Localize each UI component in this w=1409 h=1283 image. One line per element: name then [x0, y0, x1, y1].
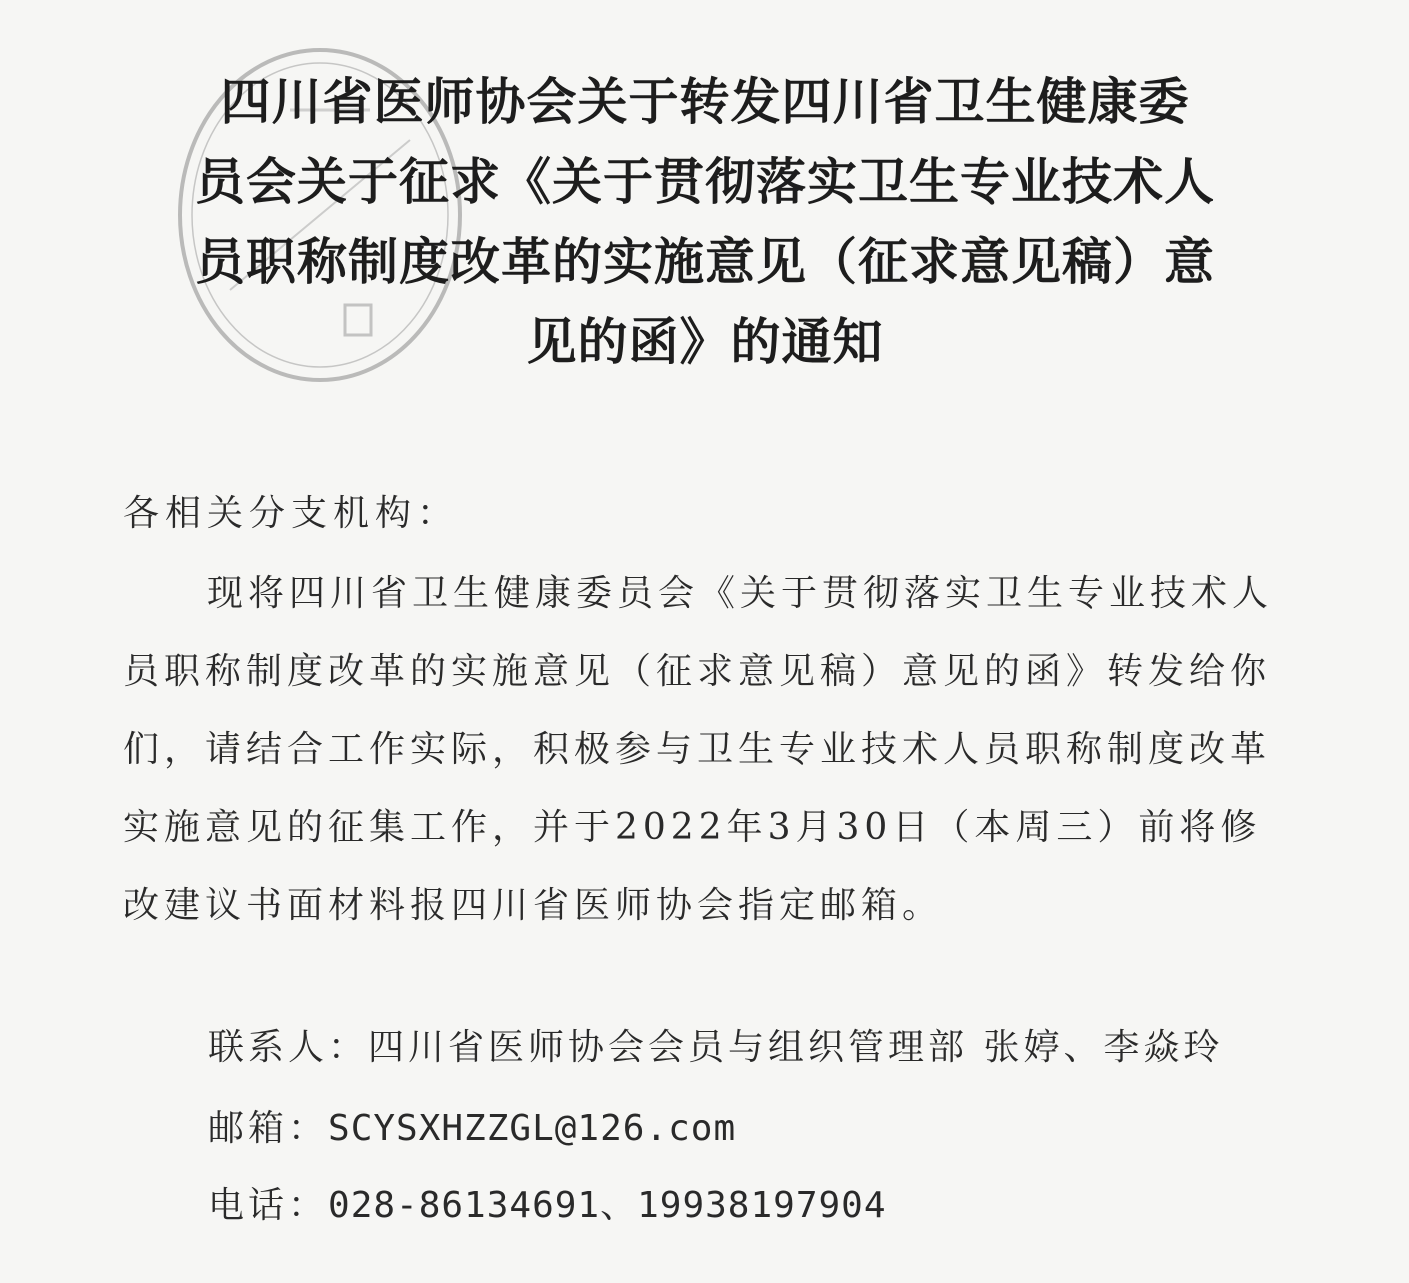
- title-line: 四川省医师协会关于转发四川省卫生健康委: [220, 73, 1190, 131]
- title-line: 见的函》的通知: [526, 313, 884, 371]
- contact-email-value: SCYSXHZZGL@126.com: [328, 1108, 737, 1149]
- contact-person-value: 四川省医师协会会员与组织管理部 张婷、李焱玲: [368, 1027, 1224, 1068]
- title-line: 员职称制度改革的实施意见（征求意见稿）意: [195, 233, 1215, 291]
- salutation: 各相关分支机构：: [123, 493, 460, 534]
- contact-person-label: 联系人：: [208, 1027, 369, 1068]
- contact-phone-label: 电话：: [208, 1185, 329, 1226]
- contact-phone: [208, 1180, 887, 1232]
- contact-phone-value: 028-86134691、19938197904: [328, 1185, 887, 1226]
- body-line: 们，请结合工作实际，积极参与卫生专业技术人员职称制度改革: [123, 729, 1272, 770]
- document-title: [110, 62, 1300, 382]
- contact-email: [208, 1103, 736, 1155]
- body-line: 改建议书面材料报四川省医师协会指定邮箱。: [123, 885, 944, 926]
- contact-email-label: 邮箱：: [208, 1108, 329, 1149]
- body-line: 员职称制度改革的实施意见（征求意见稿）意见的函》转发给你: [123, 651, 1272, 692]
- body-line: 实施意见的征集工作，并于2022年3月30日（本周三）前将修: [123, 807, 1262, 848]
- body-paragraph: [123, 555, 1313, 945]
- body-line: 现将四川省卫生健康委员会《关于贯彻落实卫生专业技术人: [207, 573, 1274, 614]
- title-line: 员会关于征求《关于贯彻落实卫生专业技术人: [195, 153, 1215, 211]
- contact-person: [208, 1022, 1223, 1074]
